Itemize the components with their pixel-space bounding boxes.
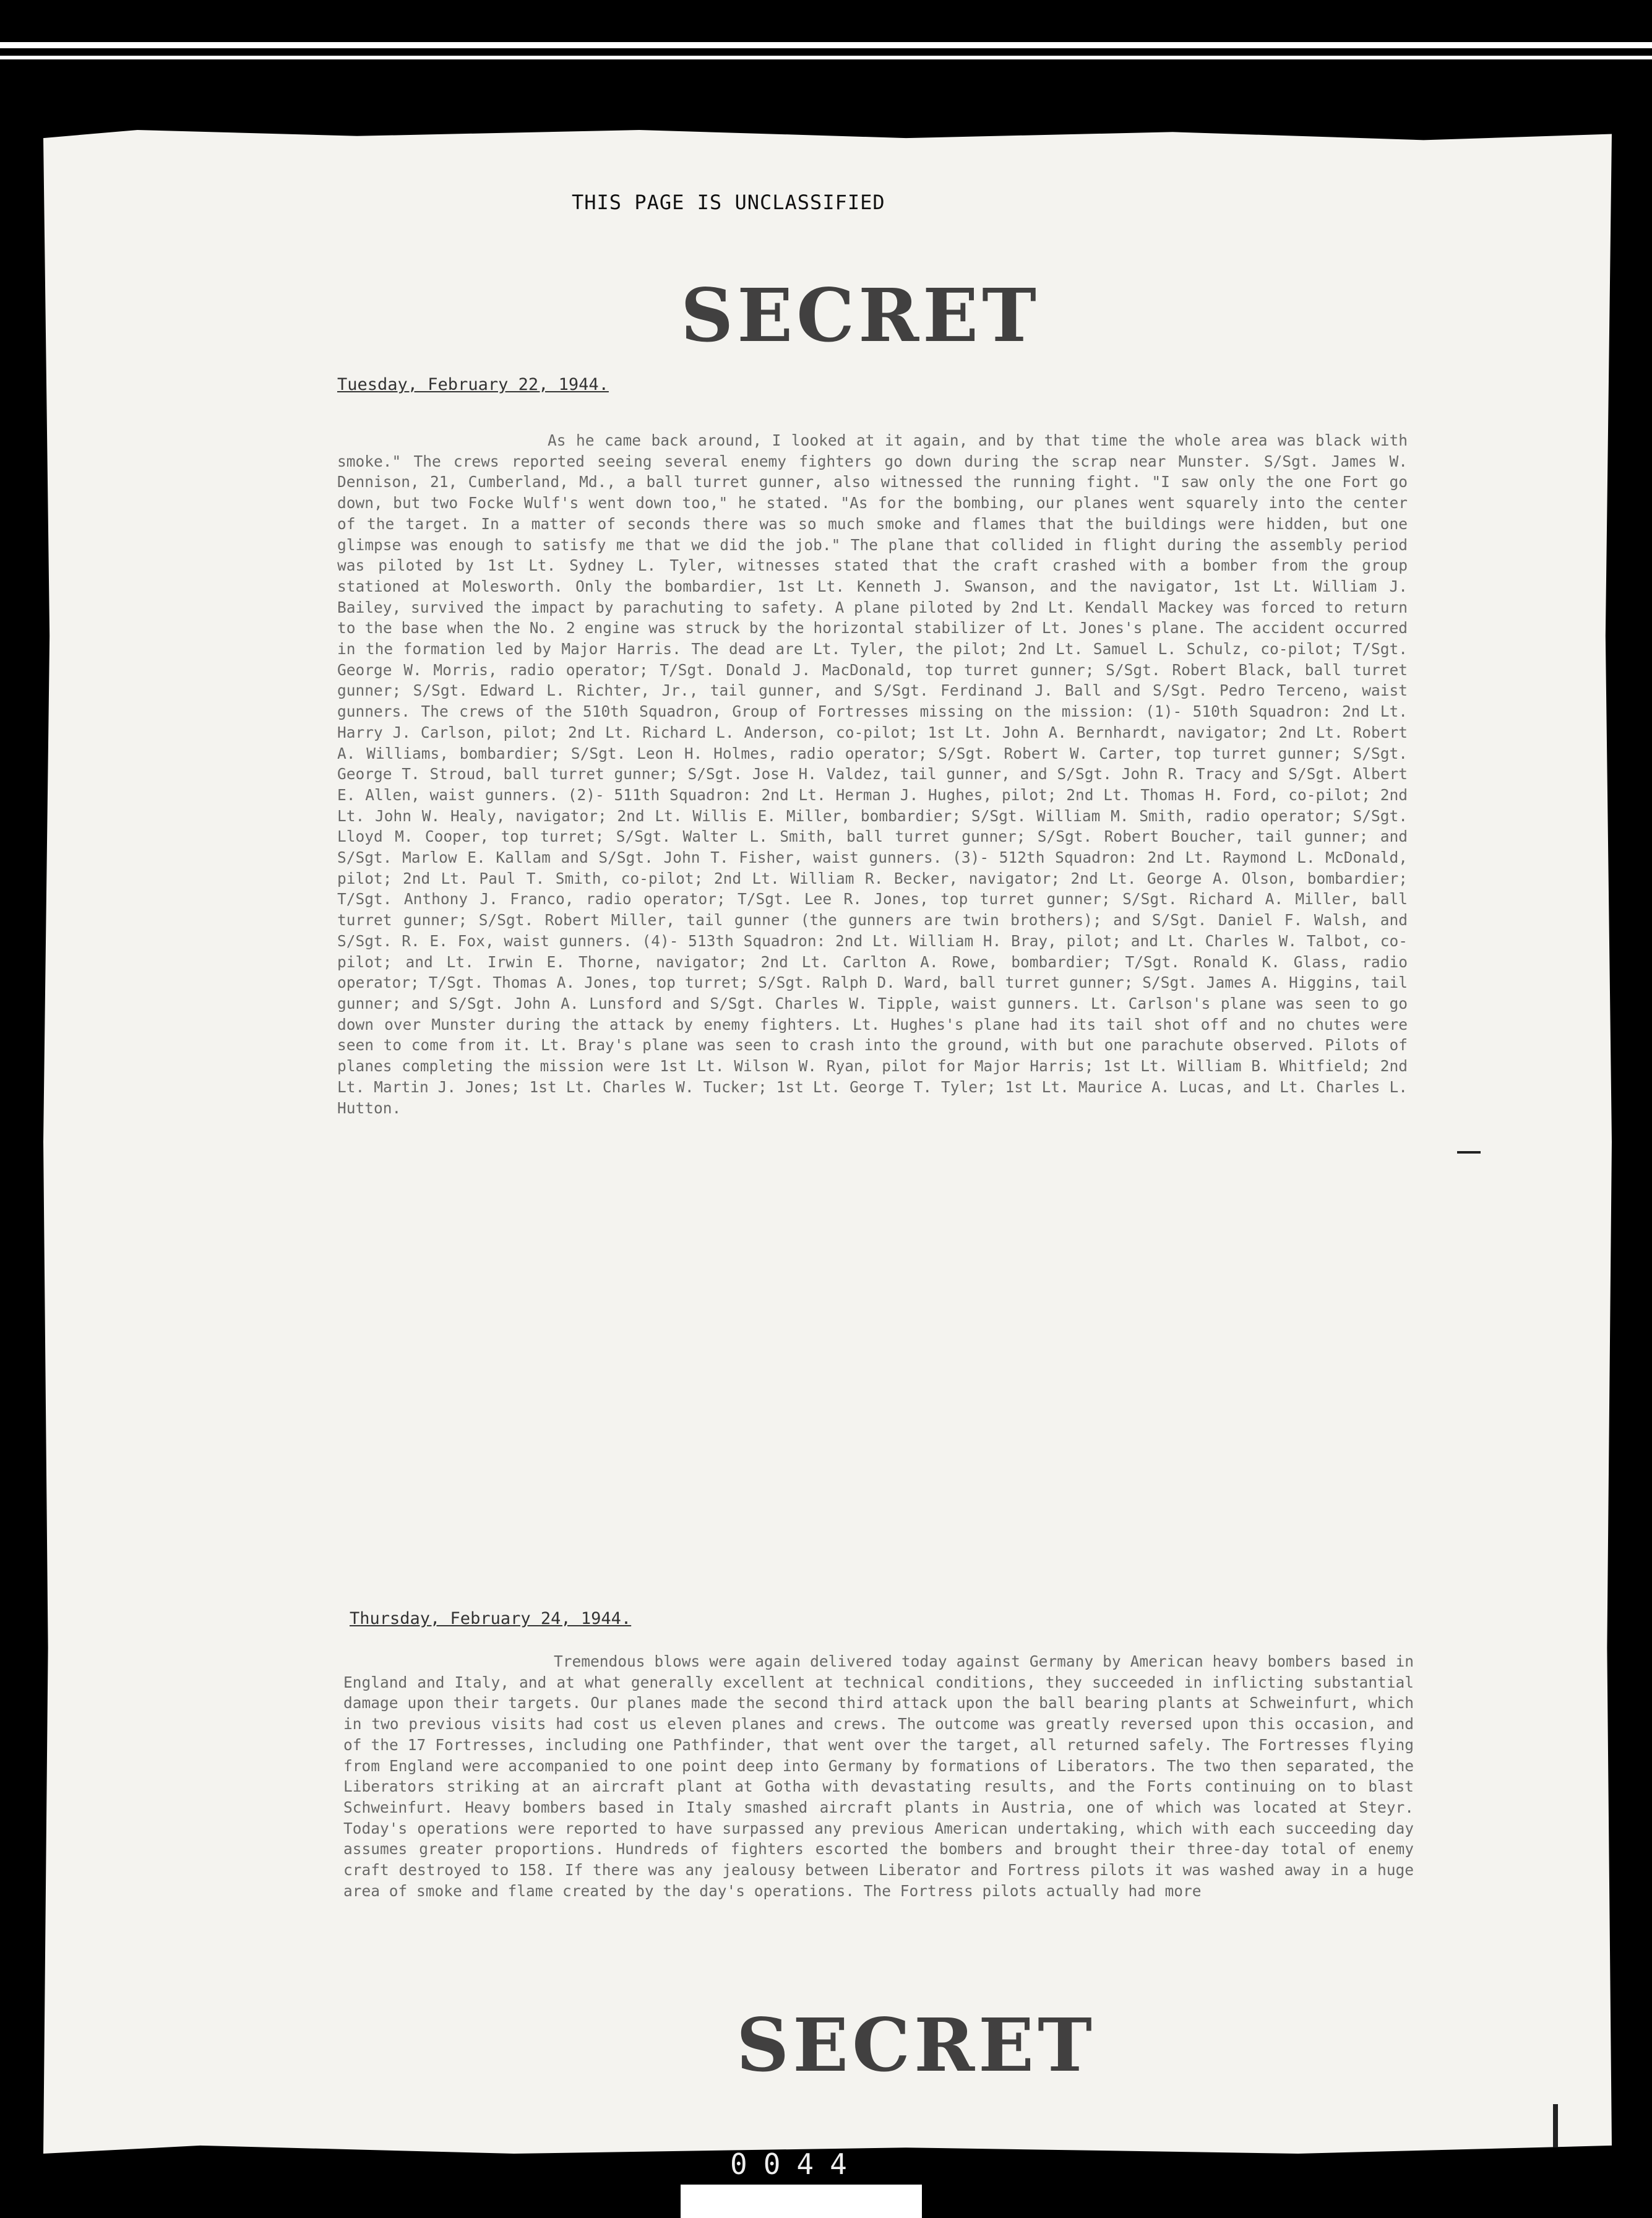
page-number: 0044 xyxy=(730,2147,863,2181)
section2-paragraph: Tremendous blows were again delivered today against Germany by American heavy bombers based in England and Italy, and at what generally excellent at technical conditions, they succeeded in inflicting substantial damage upon their targets. Our planes made the second third attack upon the ball bearing plants at Schweinfurt, which in two previous visits had cost us eleven planes and crews. The outcome was greatly reversed upon this occasion, and of the 17 Fortresses, including one Pathfinder, that went over the target, all returned safely. The Fortresses flying from England were accompanied to one point deep into Germany by formations of Liberators. The two then separated, the Liberators striking at an aircraft plant at Gotha with devastating results, and the Forts continuing on to blast Schweinfurt. Heavy bombers based in Italy smashed aircraft plants in Austria, one of which was located at Steyr. Today's operations were reported to have surpassed any previous American undertaking, which with each succeeding day assumes greater proportions. Hundreds of fighters escorted the bombers and brought their three-day total of enemy craft destroyed to 158. If there was any jealousy between Liberator and Fortress pilots it was washed away in a huge area of smoke and flame created by the day's operations. The Fortress pilots actually had more xyxy=(343,1652,1414,1900)
secret-stamp-top: SECRET xyxy=(681,272,1040,358)
section1-paragraph: As he came back around, I looked at it again, and by that time the whole area was black with smoke." The crews reported seeing several enemy fighters go down during the scrap near Munster. S/Sgt. James W. Dennison, 21, Cumberland, Md., a ball turret gunner, also witnessed the running fight. "I saw only the one Fort go down, but two Focke Wulf's went down too," he stated. "As for the bombing, our planes went squarely into the center of the target. In a matter of seconds there was so much smoke and flames that the buildings were hidden, but one glimpse was enough to satisfy me that we did the job." The plane that collided in flight during the assembly period was piloted by 1st Lt. Sydney L. Tyler, witnesses stated that the craft crashed with a bomber from the group stationed at Molesworth. Only the bombardier, 1st Lt. Kenneth J. Swanson, and the navigator, 1st Lt. William J. Bailey, survived the impact by parachuting to safety. A plane piloted by 2nd Lt. Kendall Mackey was forced to return to the base when the No. 2 engine was struck by the horizontal stabilizer of Lt. Jones's plane. The accident occurred in the formation led by Major Harris. The dead are Lt. Tyler, the pilot; 2nd Lt. Samuel L. Schulz, co-pilot; T/Sgt. George W. Morris, radio operator; T/Sgt. Donald J. MacDonald, top turret gunner; S/Sgt. Robert Black, ball turret gunner; S/Sgt. Edward L. Richter, Jr., tail gunner, and S/Sgt. Ferdinand J. Ball and S/Sgt. Pedro Terceno, waist gunners. The crews of the 510th Squadron, Group of Fortresses missing on the mission: (1)- 510th Squadron: 2nd Lt. Harry J. Carlson, pilot; 2nd Lt. Richard L. Anderson, co-pilot; 1st Lt. John A. Bernhardt, navigator; 2nd Lt. Robert A. Williams, bombardier; S/Sgt. Leon H. Holmes, radio operator; S/Sgt. Robert W. Carter, top turret gunner; S/Sgt. George T. Stroud, ball turret gunner; S/Sgt. Jose H. Valdez, tail gunner, and S/Sgt. John R. Tracy and S/Sgt. Albert E. Allen, waist gunners. (2)- 511th Squadron: 2nd Lt. Herman J. Hughes, pilot; 2nd Lt. Thomas H. Ford, co-pilot; 2nd Lt. John W. Healy, navigator; 2nd Lt. Willis E. Miller, bombardier; S/Sgt. William M. Smith, radio operator; S/Sgt. Lloyd M. Cooper, top turret; S/Sgt. Walter L. Smith, ball turret gunner; S/Sgt. Robert Boucher, tail gunner; and S/Sgt. Marlow E. Kallam and S/Sgt. John T. Fisher, waist gunners. (3)- 512th Squadron: 2nd Lt. Raymond L. McDonald, pilot; 2nd Lt. Paul T. Smith, co-pilot; 2nd Lt. William R. Becker, navigator; 2nd Lt. George A. Olson, bombardier; T/Sgt. Anthony J. Franco, radio operator; T/Sgt. Lee R. Jones, top turret gunner; S/Sgt. Richard A. Miller, ball turret gunner; S/Sgt. Robert Miller, tail gunner (the gunners are twin brothers); and S/Sgt. Daniel F. Walsh, and S/Sgt. R. E. Fox, waist gunners. (4)- 513th Squadron: 2nd Lt. William H. Bray, pilot; and Lt. Charles W. Talbot, co-pilot; and Lt. Irwin E. Thorne, navigator; 2nd Lt. Carlton A. Rowe, bombardier; T/Sgt. Ronald K. Glass, radio operator; T/Sgt. Thomas A. Jones, top turret; S/Sgt. Ralph D. Ward, ball turret gunner; S/Sgt. James A. Higgins, tail gunner; and S/Sgt. John A. Lunsford and S/Sgt. Charles W. Tipple, waist gunners. Lt. Carlson's plane was seen to go down over Munster during the attack by enemy fighters. Lt. Hughes's plane had its tail shot off and no chutes were seen to come from it. Lt. Bray's plane was seen to crash into the ground, with but one parachute observed. Pilots of planes completing the mission were 1st Lt. Wilson W. Ryan, pilot for Major Harris; 1st Lt. William B. Whitfield; 2nd Lt. Martin J. Jones; 1st Lt. Charles W. Tucker; 1st Lt. George T. Tyler; 1st Lt. Maurice A. Lucas, and Lt. Charles L. Hutton. xyxy=(337,431,1408,1117)
classification-header: THIS PAGE IS UNCLASSIFIED xyxy=(572,191,885,214)
bottom-tab xyxy=(681,2185,922,2218)
top-rule-thin xyxy=(0,56,1652,59)
margin-mark xyxy=(1553,2104,1558,2147)
secret-stamp-bottom: SECRET xyxy=(736,2002,1096,2088)
section2-date: Thursday, February 24, 1944. xyxy=(350,1609,632,1628)
section1-date: Tuesday, February 22, 1944. xyxy=(337,375,609,394)
section1-body xyxy=(337,430,1408,1118)
section2-body xyxy=(343,1651,1414,1901)
margin-mark xyxy=(1457,1151,1481,1154)
top-rule xyxy=(0,42,1652,48)
